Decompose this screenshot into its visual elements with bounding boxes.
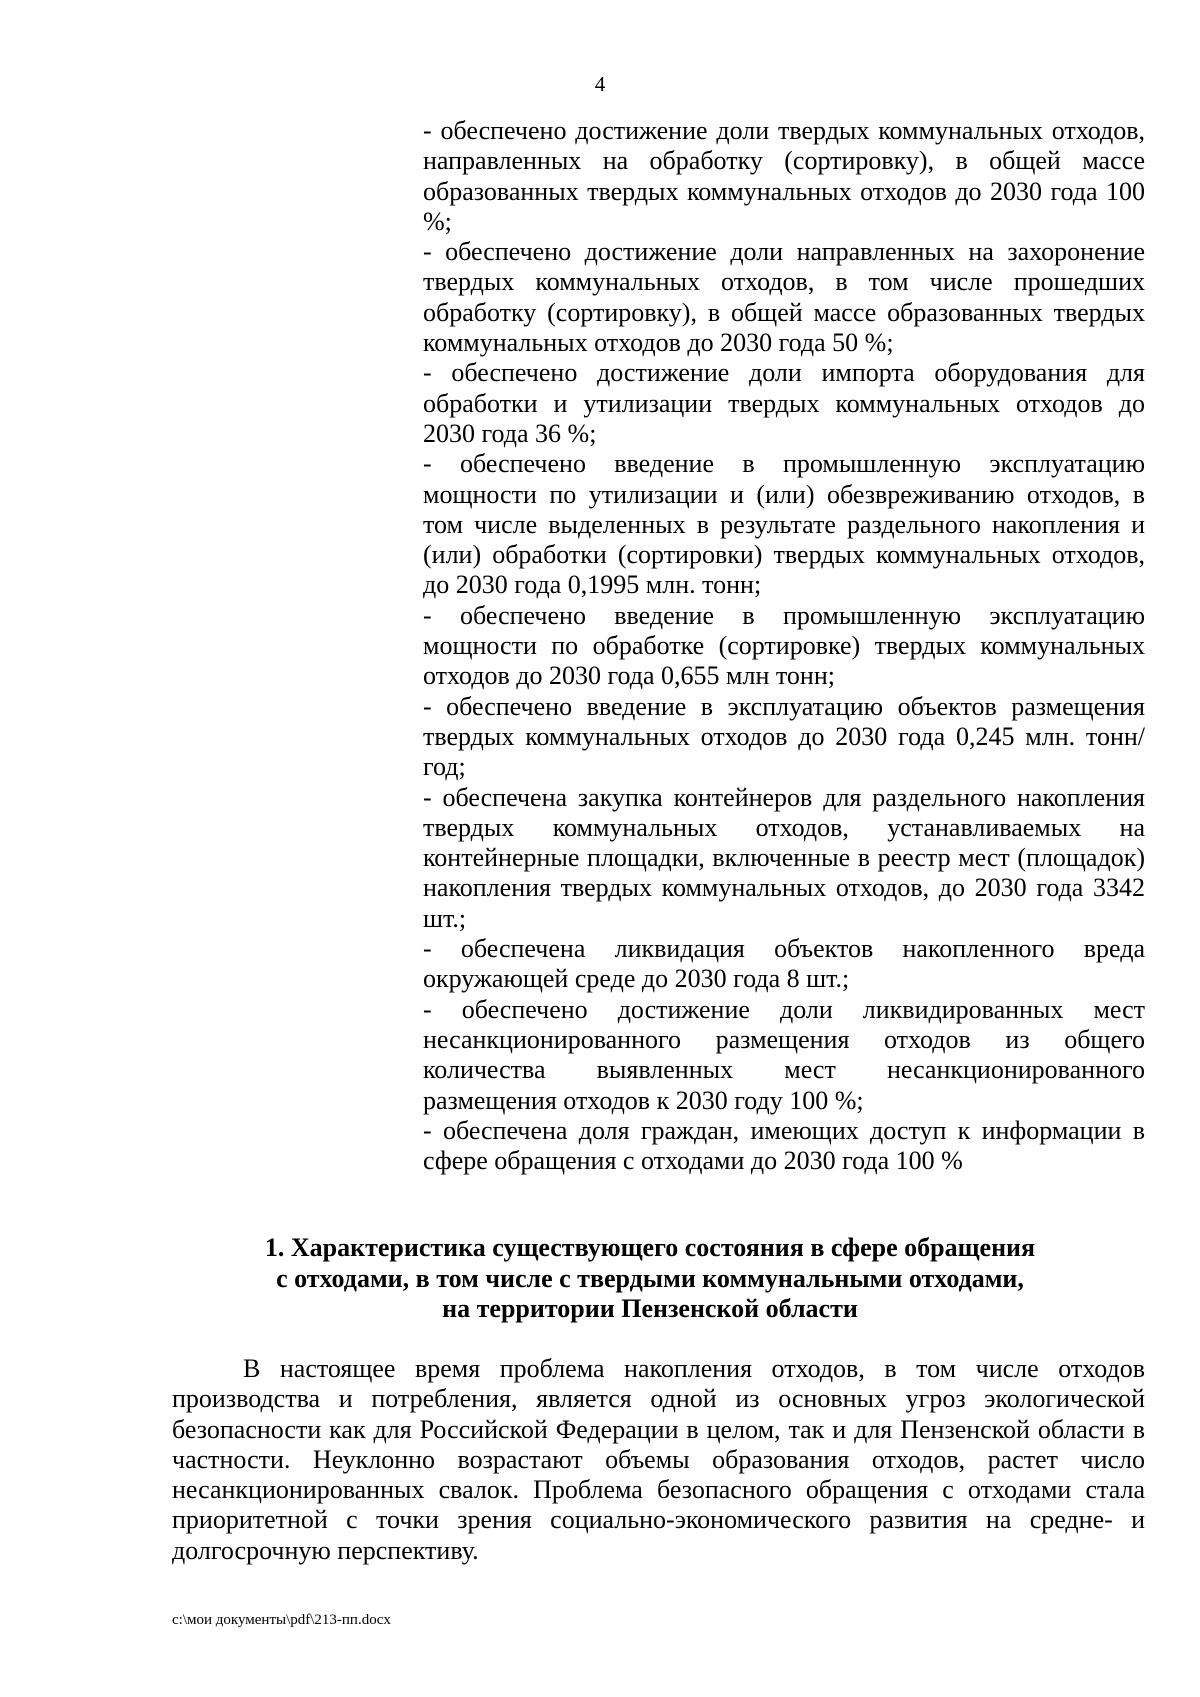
page-number: 4 <box>594 72 606 96</box>
section-heading-line: на территории Пензенской области <box>442 1294 858 1323</box>
section-heading <box>170 1233 1130 1325</box>
bullet-item: - обеспечена закупка контейнеров для раздельного накопления твердых коммунальных отходов, устанавливаемых на контейнерные площадки, включенные в реестр мест (площадок) накопления твердых коммунальных отходов, до 2030 года 3342 шт.; <box>423 782 1145 933</box>
bullet-item: - обеспечено введение в эксплуатацию объектов размещения твердых коммунальных отходов до 2030 года 0,245 млн. тонн/год; <box>423 691 1145 782</box>
bullet-item: - обеспечено достижение доли твердых коммунальных отходов, направленных на обработку (сортировку), в общей массе образованных твердых коммунальных отходов до 2030 года 100 %; <box>423 116 1145 236</box>
targets-bullet-list <box>423 116 1145 1176</box>
bullet-item: - обеспечено достижение доли направленных на захоронение твердых коммунальных отходов, в том числе прошедших обработку (сортировку), в общей массе образованных твердых коммунальных отходов до 2030 года 50 %; <box>423 237 1145 358</box>
section-heading-line: 1. Характеристика существующего состояния в сфере обращения <box>264 1233 1036 1262</box>
bullet-item: - обеспечена ликвидация объектов накопленного вреда окружающей среде до 2030 года 8 шт.; <box>423 934 1145 994</box>
bullet-item: - обеспечено введение в промышленную эксплуатацию мощности по обработке (сортировке) твердых коммунальных отходов до 2030 года 0,655 млн тонн; <box>423 600 1145 691</box>
section-paragraph: В настоящее время проблема накопления отходов, в том числе отходов производства и потребления, является одной из основных угроз экологической безопасности как для Российской Федерации в целом, так и для Пензенской области в частности. Неуклонно возрастают объемы образования отходов, растет число несанкционированных свалок. Проблема безопасного обращения с отходами стала приоритетной с точки зрения социально-экономического развития на средне- и долгосрочную перспективу. <box>172 1354 1145 1565</box>
bullet-item: - обеспечена доля граждан, имеющих доступ к информации в сфере обращения с отходами до 2030 года 100 % <box>423 1115 1145 1176</box>
bullet-item: - обеспечено достижение доли импорта оборудования для обработки и утилизации твердых коммунальных отходов до 2030 года 36 %; <box>423 358 1145 448</box>
bullet-item: - обеспечено введение в промышленную эксплуатацию мощности по утилизации и (или) обезвреживанию отходов, в том числе выделенных в результате раздельного накопления и (или) обработки (сортировки) твердых коммунальных отходов, до 2030 года 0,1995 млн. тонн; <box>423 449 1145 600</box>
footer-file-path: c:\мои документы\pdf\213-пп.docx <box>172 1612 391 1628</box>
bullet-item: - обеспечено достижение доли ликвидированных мест несанкционированного размещения отходов из общего количества выявленных мест несанкционированного размещения отходов к 2030 году 100 %; <box>423 994 1145 1115</box>
section-heading-line: с отходами, в том числе с твердыми коммунальными отходами, <box>276 1263 1024 1293</box>
